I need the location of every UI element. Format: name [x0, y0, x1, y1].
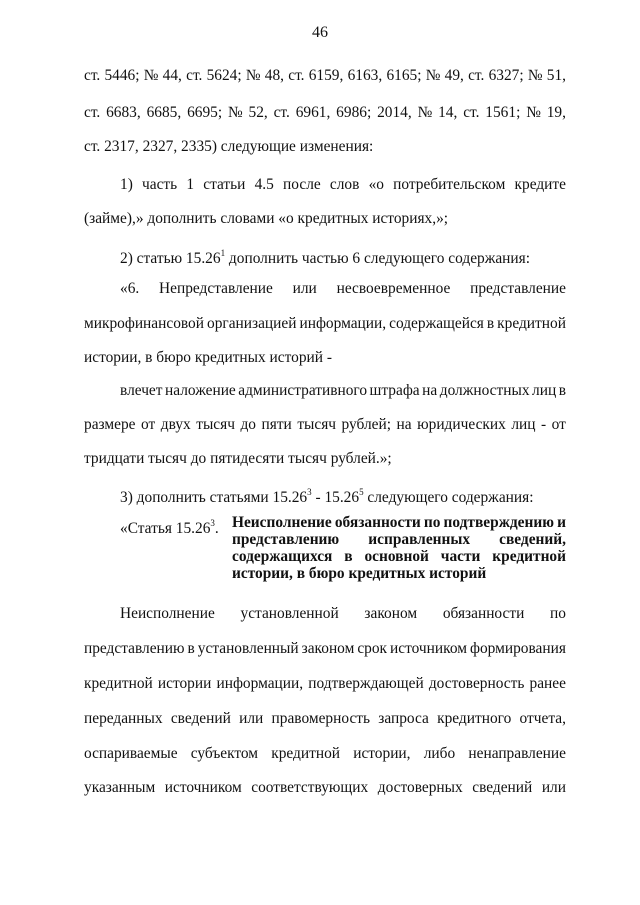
- text-word: административного: [238, 382, 368, 399]
- text-word: 5446;: [104, 67, 140, 84]
- text-word: на: [396, 416, 412, 433]
- article-title-word: подтверждению: [443, 514, 554, 531]
- text-word: установленный: [197, 640, 299, 657]
- article-title-line-4: истории, в бюро кредитных историй: [232, 565, 487, 582]
- article-title-word: части: [440, 548, 481, 565]
- text-word: по: [550, 605, 566, 622]
- article-title-word: исправленных: [368, 531, 471, 548]
- text-word: 2014,: [377, 104, 412, 121]
- article-title-word: обязанности: [334, 514, 421, 531]
- text-word: №: [526, 104, 541, 121]
- text-word: №: [417, 104, 433, 121]
- page-number: 46: [312, 24, 328, 41]
- article-title-word: Неисполнение: [232, 514, 332, 531]
- text-word: лиц: [511, 416, 536, 433]
- text-line-18: [84, 744, 566, 764]
- text-line-19: [84, 778, 566, 798]
- article-title-line-3: [232, 548, 566, 565]
- text-word: тысяч: [297, 416, 337, 433]
- article-title-word: в: [344, 548, 353, 565]
- text-word: ст.: [463, 104, 480, 121]
- article-title-word: сведений,: [499, 531, 566, 548]
- text-word: юридических: [417, 416, 506, 433]
- line13-sup1: 3: [307, 487, 312, 497]
- text-word: 6327;: [488, 67, 524, 84]
- text-word: правомерность: [271, 710, 371, 727]
- text-word: 6683,: [106, 104, 141, 121]
- text-word: истории: [157, 675, 212, 692]
- text-word: на: [422, 382, 438, 399]
- text-word: 49,: [444, 67, 464, 84]
- text-word: несвоевременное: [336, 280, 451, 297]
- text-word: достоверных: [377, 779, 463, 796]
- article-label-sup: 3: [210, 518, 215, 528]
- text-word: в: [187, 640, 195, 657]
- text-word: 4.5: [254, 176, 274, 193]
- text-line-7: [120, 279, 566, 299]
- text-word: отчета,: [519, 710, 566, 727]
- article-title-word: представлению: [232, 531, 340, 548]
- text-word: запроса: [378, 710, 429, 727]
- text-line-2: [84, 103, 566, 123]
- text-word: 48,: [264, 67, 285, 84]
- article-label-before: «Статья 15.26: [120, 520, 211, 538]
- text-line-5: (займе),» дополнить словами «о кредитных историях,»;: [84, 210, 449, 227]
- text-word: 14,: [438, 104, 458, 121]
- text-word: ст.: [273, 104, 290, 121]
- text-word: ст.: [288, 67, 305, 84]
- text-word: влечет: [120, 382, 163, 399]
- text-word: источником: [164, 779, 242, 796]
- text-word: переданных: [84, 710, 163, 727]
- text-line-8: [84, 314, 566, 334]
- text-word: 6695;: [187, 104, 223, 121]
- article-label-after: .: [214, 520, 219, 538]
- text-word: в: [486, 315, 495, 332]
- text-word: установленной: [240, 605, 339, 622]
- text-word: соответствующих: [251, 779, 369, 796]
- text-word: кредитной: [84, 675, 153, 692]
- text-word: Неисполнение: [120, 605, 215, 622]
- text-word: содержащейся: [389, 315, 484, 332]
- text-word: информации,: [299, 315, 387, 332]
- text-word: ст.: [468, 67, 485, 84]
- text-word: размере: [84, 416, 136, 433]
- article-title-word: кредитной: [492, 548, 566, 565]
- text-word: 51,: [546, 67, 566, 84]
- text-word: ранее: [529, 675, 566, 692]
- text-word: 1): [120, 176, 133, 193]
- text-word: представлению: [84, 640, 185, 657]
- text-word: -: [541, 416, 547, 433]
- line13-after: следующего содержания:: [363, 489, 534, 507]
- text-word: 6165;: [386, 67, 422, 84]
- text-word: или: [239, 710, 264, 727]
- text-word: формирования: [469, 640, 566, 657]
- text-word: после: [283, 176, 321, 193]
- text-word: 6159,: [308, 67, 344, 84]
- text-word: или: [292, 280, 317, 297]
- line13-mid: - 15.26: [311, 489, 360, 507]
- text-word: 5624;: [206, 67, 242, 84]
- text-line-3: ст. 2317, 2327, 2335) следующие изменения:: [84, 138, 374, 155]
- text-word: 1561;: [485, 104, 521, 121]
- text-word: субъектом: [190, 745, 259, 762]
- text-word: ненаправление: [468, 745, 566, 762]
- text-word: организацией: [207, 315, 297, 332]
- article-title-word: основной: [364, 548, 429, 565]
- text-word: тысяч: [196, 416, 235, 433]
- text-word: сведений: [472, 779, 533, 796]
- text-word: 44,: [162, 67, 182, 84]
- text-word: №: [227, 104, 243, 121]
- text-word: «о: [368, 176, 384, 193]
- text-word: законом: [364, 605, 418, 622]
- text-word: 52,: [248, 104, 268, 121]
- text-word: 6163,: [347, 67, 383, 84]
- text-word: пяти: [261, 416, 292, 433]
- text-word: Непредставление: [159, 280, 273, 297]
- article-title-word: и: [557, 514, 566, 531]
- text-line-11: [84, 415, 566, 435]
- line6-sup: 1: [220, 248, 226, 258]
- text-word: должностных: [439, 382, 530, 399]
- text-word: микрофинансовой: [84, 315, 204, 332]
- text-word: №: [527, 67, 543, 84]
- article-title-word: по: [423, 514, 441, 531]
- text-word: 6685,: [146, 104, 182, 121]
- text-word: лиц: [532, 382, 557, 399]
- text-word: 6961,: [295, 104, 331, 121]
- text-word: или: [541, 779, 566, 796]
- text-word: достоверность: [428, 675, 525, 692]
- text-word: №: [143, 67, 159, 84]
- article-title-line-2: [232, 531, 566, 548]
- text-word: от: [551, 416, 566, 433]
- text-word: источником: [390, 640, 467, 657]
- text-word: оспариваемые: [84, 745, 178, 762]
- text-word: кредитной: [497, 315, 566, 332]
- article-title-word: содержащихся: [232, 548, 333, 565]
- text-word: слов: [329, 176, 360, 193]
- text-word: ст.: [84, 67, 101, 84]
- text-line-13: [120, 483, 533, 508]
- text-line-14: [120, 604, 566, 624]
- text-word: статьи: [203, 176, 246, 193]
- text-word: 6986;: [336, 104, 372, 121]
- text-word: срок: [357, 640, 388, 657]
- line6-after: дополнить частью 6 следующего содержания:: [225, 250, 531, 268]
- line13-before: 3) дополнить статьями 15.26: [120, 489, 308, 507]
- text-line-12: тридцати тысяч до пятидесяти тысяч рублей.»;: [84, 450, 392, 467]
- text-word: 19,: [546, 104, 566, 121]
- text-word: представление: [470, 280, 566, 297]
- text-word: ст.: [186, 67, 203, 84]
- text-word: указанным: [84, 779, 156, 796]
- text-word: подтверждающей: [308, 675, 424, 692]
- text-line-17: [84, 709, 566, 729]
- text-word: двух: [160, 416, 191, 433]
- text-word: до: [240, 416, 256, 433]
- text-word: «6.: [120, 280, 140, 297]
- text-word: кредитной: [271, 745, 341, 762]
- text-line-4: [120, 175, 566, 195]
- text-word: обязанности: [442, 605, 525, 622]
- text-word: кредитного: [437, 710, 512, 727]
- text-word: законом: [301, 640, 355, 657]
- text-word: наложение: [165, 382, 236, 399]
- text-line-15: [84, 639, 566, 659]
- article-title-line-1: [232, 514, 566, 531]
- text-word: от: [141, 416, 156, 433]
- article-label: [120, 514, 219, 539]
- text-word: часть: [142, 176, 178, 193]
- text-word: либо: [423, 745, 456, 762]
- text-word: рублей;: [341, 416, 392, 433]
- text-line-10: [120, 381, 566, 401]
- text-word: информации,: [216, 675, 304, 692]
- text-line-9: истории, в бюро кредитных историй -: [84, 349, 332, 366]
- text-word: кредите: [514, 176, 566, 193]
- text-line-1: [84, 66, 566, 86]
- line6-before: 2) статью 15.26: [120, 250, 221, 268]
- text-line-6: [120, 244, 530, 269]
- text-word: №: [245, 67, 261, 84]
- text-word: ст.: [84, 104, 101, 121]
- text-line-16: [84, 674, 566, 694]
- text-word: в: [558, 382, 566, 399]
- article-title: [232, 514, 566, 582]
- text-word: потребительском: [393, 176, 506, 193]
- line13-sup2: 5: [359, 487, 364, 497]
- text-word: №: [425, 67, 441, 84]
- text-word: штрафа: [369, 382, 420, 399]
- text-word: 1: [186, 176, 195, 193]
- text-word: сведений: [170, 710, 231, 727]
- text-word: истории,: [353, 745, 411, 762]
